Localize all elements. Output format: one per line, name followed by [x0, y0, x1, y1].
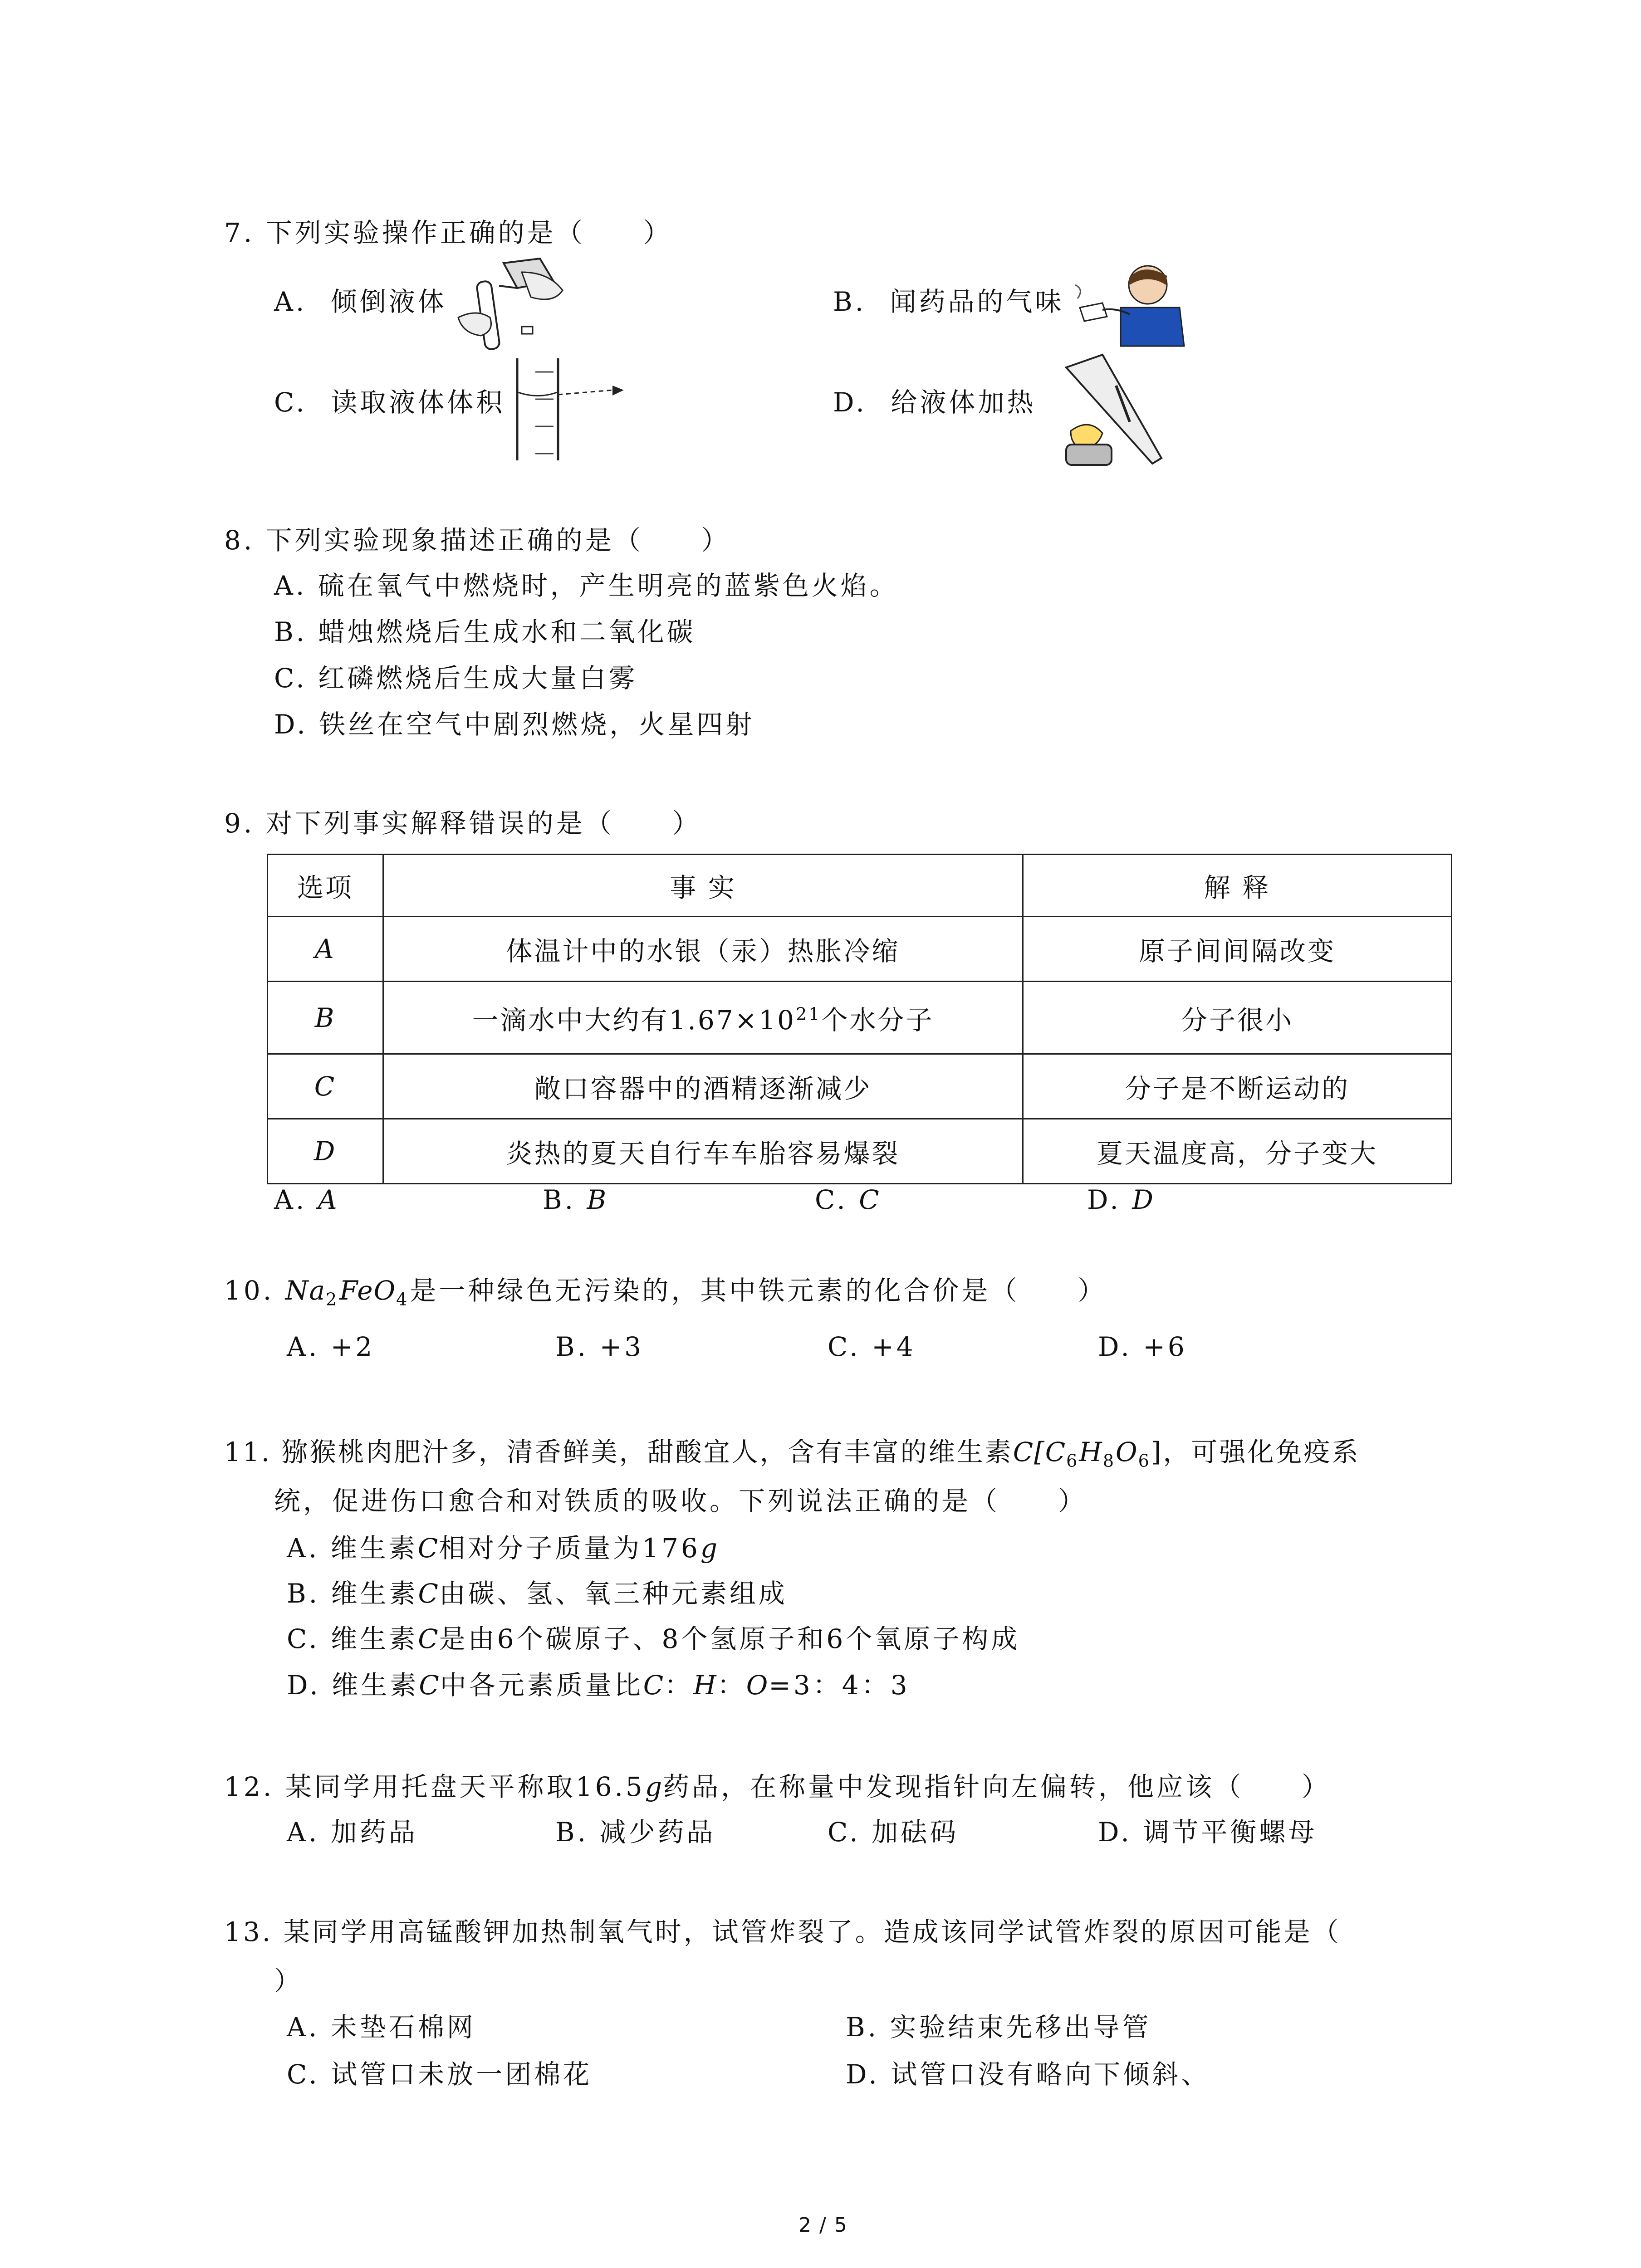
q11-stem-line2: 统，促进伤口愈合和对铁质的吸收。下列说法正确的是（ ） — [274, 1486, 1087, 1516]
q11-option-b-pre: B. 维生素 — [287, 1578, 418, 1609]
q7-option-d-label: D. — [833, 387, 867, 418]
q7-option-b — [833, 288, 1064, 315]
row-explain: 分子是不断运动的 — [1023, 1054, 1452, 1119]
q10-option-c — [828, 1331, 916, 1362]
q10-formula-feo: FeO — [339, 1275, 397, 1306]
q9-answer-b-label: B. — [543, 1184, 576, 1215]
q11-option-b-c: C — [418, 1578, 439, 1609]
table-row — [268, 1119, 1452, 1184]
table-row — [268, 917, 1452, 982]
row-fact: 体温计中的水银（汞）热胀冷缩 — [383, 917, 1023, 982]
table-row — [268, 1054, 1452, 1119]
q11-option-b — [287, 1580, 788, 1607]
q11-sub-c: 6 — [1138, 1451, 1151, 1471]
q10-option-b-label: B. — [555, 1331, 589, 1362]
q11-formula-c: C[C — [1013, 1437, 1067, 1467]
q11-formula-o: O — [1116, 1437, 1138, 1467]
q12-option-a — [287, 1817, 418, 1848]
q9-answer-d — [1087, 1184, 1154, 1215]
q10-sub1: 2 — [326, 1289, 340, 1310]
q11-option-d-h: H — [693, 1670, 717, 1701]
row-fact-exponent: 21 — [796, 1004, 822, 1024]
q10-stem-rest: 是一种绿色无污染的，其中铁元素的化合价是（ ） — [410, 1275, 1107, 1306]
q10-option-a — [287, 1331, 375, 1362]
reading-cylinder-illustration — [508, 354, 626, 463]
q10-sub2: 4 — [396, 1289, 410, 1310]
row-option: D — [268, 1119, 383, 1184]
q13-option-a-text: 未垫石棉网 — [330, 2012, 476, 2043]
q8-option-d: D. 铁丝在空气中剧烈燃烧，火星四射 — [274, 709, 755, 740]
q12-option-d-text: 调节平衡螺母 — [1143, 1817, 1318, 1848]
q11-option-a — [287, 1533, 719, 1564]
q11-sub-b: 8 — [1102, 1451, 1116, 1471]
q13-option-b — [846, 2012, 1151, 2043]
table-header-fact: 事 实 — [383, 855, 1023, 917]
row-option: B — [268, 982, 383, 1054]
q12-stem — [224, 1771, 1331, 1802]
q8-stem: 8. 下列实验现象描述正确的是（ ） — [224, 525, 730, 556]
q11-option-d-o: O — [746, 1670, 769, 1701]
q9-stem: 9. 对下列事实解释错误的是（ ） — [224, 808, 701, 839]
q7-option-a — [274, 288, 447, 315]
q11-option-d-colon2: ： — [717, 1670, 746, 1701]
q9-answer-a-label: A. — [274, 1184, 307, 1215]
q11-option-c-pre: C. 维生素 — [287, 1623, 418, 1654]
q7-option-c-text: 读取液体体积 — [331, 387, 505, 418]
q9-answer-b — [543, 1184, 607, 1215]
q12-option-b-text: 减少药品 — [599, 1817, 716, 1848]
row-explain: 原子间间隔改变 — [1023, 917, 1452, 982]
q10-option-c-label: C. — [828, 1331, 861, 1362]
q12-stem-g: g — [645, 1771, 663, 1802]
q10-option-b-text: +3 — [599, 1331, 644, 1362]
q9-answer-d-label: D. — [1087, 1184, 1121, 1215]
row-fact: 敞口容器中的酒精逐渐减少 — [383, 1054, 1023, 1119]
q12-option-c — [828, 1817, 959, 1848]
table-header-row — [268, 855, 1452, 917]
q13-stem-line2: ） — [274, 1965, 304, 1996]
q13-option-b-label: B. — [846, 2012, 879, 2043]
q12-stem-post: 药品，在称量中发现指针向左偏转，他应该（ ） — [662, 1771, 1331, 1802]
smelling-chemical-illustration — [1071, 258, 1189, 348]
row-option: A — [268, 917, 383, 982]
q11-option-d-post: =3：4：3 — [769, 1670, 910, 1701]
q9-answer-c-label: C. — [815, 1184, 848, 1215]
q11-option-a-pre: A. 维生素 — [287, 1533, 418, 1564]
q10-option-d — [1098, 1331, 1187, 1362]
q9-answer-c — [815, 1184, 880, 1215]
q10-stem — [224, 1277, 1107, 1308]
q9-answer-b-text: B — [587, 1184, 607, 1215]
q13-option-a — [287, 2012, 476, 2043]
q7-option-d-text: 给液体加热 — [891, 387, 1036, 418]
q12-option-a-text: 加药品 — [330, 1817, 418, 1848]
q11-option-b-post: 由碳、氢、氧三种元素组成 — [439, 1578, 788, 1609]
q12-option-a-label: A. — [287, 1817, 320, 1848]
q7-option-d — [833, 387, 1036, 418]
row-fact-post: 个水分子 — [821, 1004, 934, 1036]
q11-option-a-c: C — [417, 1533, 439, 1564]
q11-sub-a: 6 — [1066, 1451, 1079, 1471]
q13-stem-line1: 13. 某同学用高锰酸钾加热制氧气时，试管炸裂了。造成该同学试管炸裂的原因可能是（ — [224, 1916, 1341, 1947]
q10-formula-na: Na — [285, 1275, 326, 1306]
heating-test-tube-illustration — [1048, 349, 1180, 472]
q11-option-d-mid: 中各元素质量比 — [440, 1670, 643, 1701]
q9-facts-table — [267, 854, 1452, 1184]
q12-option-d — [1098, 1817, 1318, 1848]
q12-option-c-text: 加砝码 — [872, 1817, 959, 1848]
table-header-explain: 解 释 — [1023, 855, 1452, 917]
q8-option-c: C. 红磷燃烧后生成大量白雾 — [274, 663, 638, 694]
q11-stem-line1 — [224, 1439, 1360, 1470]
q8-option-b: B. 蜡烛燃烧后生成水和二氧化碳 — [274, 616, 696, 647]
q9-answer-a-text: A — [318, 1184, 338, 1215]
q13-option-d — [846, 2059, 1210, 2090]
q7-option-c — [274, 387, 505, 418]
q12-option-b — [555, 1817, 716, 1848]
q11-formula-h: H — [1079, 1437, 1103, 1467]
q12-option-c-label: C. — [828, 1817, 861, 1848]
q11-option-d-colon1: ： — [664, 1670, 694, 1701]
q8-option-a: A. 硫在氧气中燃烧时，产生明亮的蓝紫色火焰。 — [274, 570, 899, 601]
q13-option-c-label: C. — [287, 2059, 320, 2090]
q11-option-d — [287, 1670, 910, 1701]
q11-option-a-mid: 相对分子质量为176 — [439, 1533, 700, 1564]
q13-option-c — [287, 2059, 593, 2090]
q13-option-b-text: 实验结束先移出导管 — [890, 2012, 1151, 2043]
q11-line1-post: ]，可强化免疫系 — [1151, 1437, 1360, 1467]
q12-stem-pre: 12. 某同学用托盘天平称取16.5 — [224, 1771, 645, 1802]
table-row — [268, 982, 1452, 1054]
row-fact — [383, 982, 1023, 1054]
q7-option-a-text: 倾倒液体 — [330, 286, 447, 317]
q10-number: 10. — [224, 1275, 274, 1306]
q10-option-d-text: +6 — [1143, 1331, 1187, 1362]
q11-option-d-c: C — [419, 1670, 440, 1701]
row-fact-pre: 一滴水中大约有1.67×10 — [472, 1004, 796, 1036]
row-explain: 分子很小 — [1023, 982, 1452, 1054]
q10-option-b — [555, 1331, 644, 1362]
q10-option-a-label: A. — [287, 1331, 320, 1362]
q12-option-d-label: D. — [1098, 1817, 1132, 1848]
row-explain: 夏天温度高，分子变大 — [1023, 1119, 1452, 1184]
q13-option-d-label: D. — [846, 2059, 880, 2090]
q9-answer-c-text: C — [859, 1184, 880, 1215]
q7-option-b-text: 闻药品的气味 — [890, 286, 1064, 317]
q7-option-a-label: A. — [274, 286, 307, 317]
row-fact: 炎热的夏天自行车车胎容易爆裂 — [383, 1119, 1023, 1184]
q7-option-b-label: B. — [833, 286, 867, 317]
q7-option-c-label: C. — [274, 387, 307, 418]
row-option: C — [268, 1054, 383, 1119]
q9-answer-a — [274, 1184, 338, 1215]
q7-stem: 7. 下列实验操作正确的是（ ） — [224, 217, 672, 248]
q12-option-b-label: B. — [555, 1817, 589, 1848]
pouring-liquid-illustration — [449, 254, 572, 354]
q10-option-c-text: +4 — [872, 1331, 916, 1362]
q13-option-c-text: 试管口未放一团棉花 — [331, 2059, 593, 2090]
q11-option-c — [287, 1623, 1020, 1654]
table-header-option: 选项 — [268, 855, 383, 917]
q11-line1-pre: 11. 猕猴桃肉肥汁多，清香鲜美，甜酸宜人，含有丰富的维生素 — [224, 1437, 1013, 1467]
q11-option-d-c2: C — [643, 1670, 665, 1701]
q10-option-d-label: D. — [1098, 1331, 1132, 1362]
q11-option-c-c: C — [418, 1623, 439, 1654]
q9-answer-d-text: D — [1132, 1184, 1154, 1215]
q13-option-d-text: 试管口没有略向下倾斜、 — [891, 2059, 1210, 2090]
q13-option-a-label: A. — [287, 2012, 320, 2043]
page-number: 2 / 5 — [798, 2214, 848, 2237]
q11-option-c-post: 是由6个碳原子、8个氢原子和6个氧原子构成 — [439, 1623, 1020, 1654]
q11-option-d-pre: D. 维生素 — [287, 1670, 419, 1701]
q10-option-a-text: +2 — [330, 1331, 375, 1362]
q11-option-a-g: g — [700, 1533, 719, 1564]
